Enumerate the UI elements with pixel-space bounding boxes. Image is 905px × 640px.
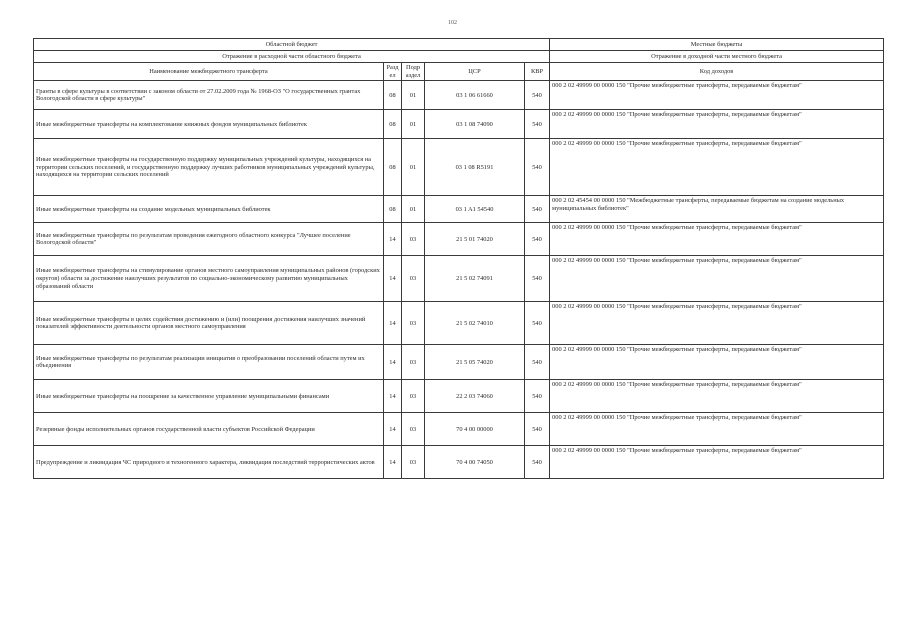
target-article-code: 03 1 A1 54540 [425,196,525,223]
table-row [34,302,884,345]
subsection-code: 03 [402,413,425,446]
transfer-name: Гранты в сфере культуры в соответствии с законом области от 27.02.2009 года № 1968-ОЗ "О государственных грантах Вологодской области в сфере культуры" [34,81,384,110]
column-header-expense-type: КВР [525,63,550,81]
section-code: 08 [384,81,402,110]
budget-table [33,38,884,479]
income-code: 000 2 02 49999 00 0000 150 "Прочие межбюджетные трансферты, передаваемые бюджетам" [550,302,884,345]
expense-type-code: 540 [525,196,550,223]
expense-type-code: 540 [525,302,550,345]
transfer-name: Иные межбюджетные трансферты по результатам реализации инициатив о преобразовании поселений области путем их объединения [34,345,384,380]
target-article-code: 21 5 05 74020 [425,345,525,380]
section-code: 08 [384,139,402,196]
table-row [34,446,884,479]
column-header-income-code: Код доходов [550,63,884,81]
section-code: 08 [384,196,402,223]
target-article-code: 21 5 02 74010 [425,302,525,345]
subsection-code: 01 [402,139,425,196]
subsection-code: 01 [402,110,425,139]
expense-type-code: 540 [525,446,550,479]
expense-type-code: 540 [525,81,550,110]
subsection-code: 01 [402,81,425,110]
table-row [34,345,884,380]
subsection-code: 03 [402,446,425,479]
target-article-code: 21 5 01 74020 [425,223,525,256]
page-number: 102 [448,20,457,26]
transfer-name: Иные межбюджетные трансферты на создание модельных муниципальных библиотек [34,196,384,223]
section-code: 08 [384,110,402,139]
income-code: 000 2 02 49999 00 0000 150 "Прочие межбюджетные трансферты, передаваемые бюджетам" [550,446,884,479]
target-article-code: 03 1 08 R5191 [425,139,525,196]
table-row [34,380,884,413]
target-article-code: 70 4 00 74050 [425,446,525,479]
regional-budget-header: Областной бюджет [34,39,550,51]
subsection-code: 03 [402,345,425,380]
table-row [34,139,884,196]
column-header-name: Наименование межбюджетного трансферта [34,63,384,81]
transfer-name: Иные межбюджетные трансферты в целях содействия достижению и (или) поощрения достижения наилучших значений показателей эффективности деятельности органов местного самоуправления [34,302,384,345]
income-code: 000 2 02 45454 00 0000 150 "Межбюджетные трансферты, передаваемые бюджетам на создание модельных муниципальных библиотек" [550,196,884,223]
target-article-code: 22 2 03 74060 [425,380,525,413]
column-header-section: Разд ел [384,63,402,81]
table-row [34,110,884,139]
local-budgets-header: Местные бюджеты [550,39,884,51]
income-code: 000 2 02 49999 00 0000 150 "Прочие межбюджетные трансферты, передаваемые бюджетам" [550,256,884,302]
column-header-subsection: Подр аздел [402,63,425,81]
subsection-code: 03 [402,380,425,413]
income-code: 000 2 02 49999 00 0000 150 "Прочие межбюджетные трансферты, передаваемые бюджетам" [550,223,884,256]
target-article-code: 03 1 08 74090 [425,110,525,139]
income-code: 000 2 02 49999 00 0000 150 "Прочие межбюджетные трансферты, передаваемые бюджетам" [550,81,884,110]
local-income-header: Отражение в доходной части местного бюджета [550,51,884,63]
expense-type-code: 540 [525,256,550,302]
expense-type-code: 540 [525,380,550,413]
target-article-code: 70 4 00 00000 [425,413,525,446]
subsection-code: 03 [402,256,425,302]
expense-type-code: 540 [525,223,550,256]
transfer-name: Иные межбюджетные трансферты на комплектование книжных фондов муниципальных библиотек [34,110,384,139]
table-row [34,196,884,223]
section-code: 14 [384,223,402,256]
subsection-code: 03 [402,223,425,256]
section-code: 14 [384,380,402,413]
section-code: 14 [384,446,402,479]
expense-type-code: 540 [525,139,550,196]
subsection-code: 03 [402,302,425,345]
target-article-code: 21 5 02 74091 [425,256,525,302]
transfer-name: Иные межбюджетные трансферты на государственную поддержку муниципальных учреждений культуры, находящихся на территории сельских поселений, и государственную поддержку лучших работников муниципальных учреждений культуры, находящихся на территории сельских поселений [34,139,384,196]
income-code: 000 2 02 49999 00 0000 150 "Прочие межбюджетные трансферты, передаваемые бюджетам" [550,110,884,139]
regional-expense-header: Отражение в расходной части областного бюджета [34,51,550,63]
table-row [34,256,884,302]
section-code: 14 [384,345,402,380]
section-code: 14 [384,256,402,302]
expense-type-code: 540 [525,345,550,380]
section-code: 14 [384,413,402,446]
column-header-target-article: ЦСР [425,63,525,81]
income-code: 000 2 02 49999 00 0000 150 "Прочие межбюджетные трансферты, передаваемые бюджетам" [550,139,884,196]
transfer-name: Иные межбюджетные трансферты на поощрение за качественное управление муниципальными финансами [34,380,384,413]
target-article-code: 03 1 06 61660 [425,81,525,110]
income-code: 000 2 02 49999 00 0000 150 "Прочие межбюджетные трансферты, передаваемые бюджетам" [550,380,884,413]
transfer-name: Предупреждение и ликвидация ЧС природного и техногенного характера, ликвидация последствий террористических актов [34,446,384,479]
income-code: 000 2 02 49999 00 0000 150 "Прочие межбюджетные трансферты, передаваемые бюджетам" [550,345,884,380]
table-row [34,223,884,256]
subsection-code: 01 [402,196,425,223]
table-row [34,413,884,446]
expense-type-code: 540 [525,413,550,446]
transfer-name: Резервные фонды исполнительных органов государственной власти субъектов Российской Федерации [34,413,384,446]
expense-type-code: 540 [525,110,550,139]
transfer-name: Иные межбюджетные трансферты по результатам проведения ежегодного областного конкурса "Лучшее поселение Вологодской области" [34,223,384,256]
transfer-name: Иные межбюджетные трансферты на стимулирование органов местного самоуправления муниципальных районов (городских округов) области за достижение наилучших результатов по социально-экономическому развитию муниципальных образований области [34,256,384,302]
table-row [34,81,884,110]
income-code: 000 2 02 49999 00 0000 150 "Прочие межбюджетные трансферты, передаваемые бюджетам" [550,413,884,446]
section-code: 14 [384,302,402,345]
